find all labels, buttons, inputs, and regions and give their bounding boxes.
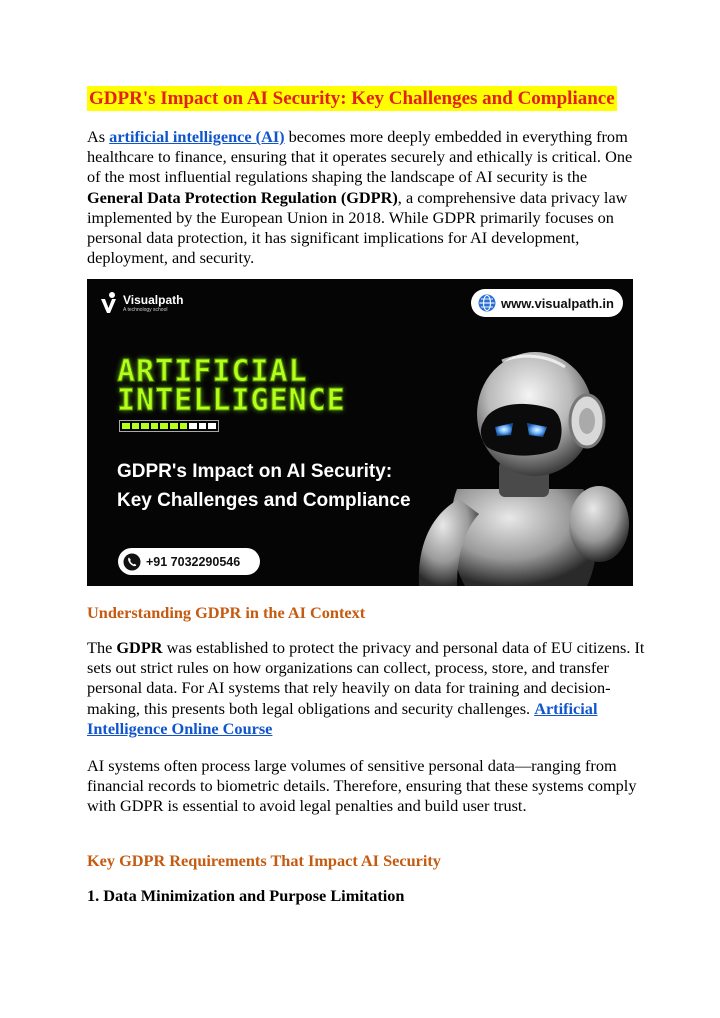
p1-text: was established to protect the privacy and personal data of EU citizens. It sets out strict rules on how organizations can collect, process, store, and transfer personal data. For AI systems that rely heavily on data for training and decision-making, this presents both legal obligations and security challenges. [87, 638, 645, 718]
progress-segment [151, 423, 159, 429]
sensitive-data-paragraph: AI systems often process large volumes of sensitive personal data—ranging from financial records to biometric details. Therefore, ensuring that these systems comply with GDPR is essential to avoid legal penalties and build user trust. [87, 756, 637, 816]
visualpath-logo [99, 291, 183, 315]
p1-lead: The [87, 638, 117, 657]
progress-segment [199, 423, 207, 429]
globe-icon [478, 294, 496, 312]
banner-subheading: GDPR's Impact on AI Security: Key Challenges and Compliance [117, 461, 411, 511]
banner-headline [117, 354, 346, 418]
section-heading-requirements: Key GDPR Requirements That Impact AI Security [87, 851, 441, 870]
progress-segment [170, 423, 178, 429]
course-link[interactable]: Artificial Intelligence Online Course [87, 698, 598, 738]
section-heading-understanding: Understanding GDPR in the AI Context [87, 603, 366, 622]
progress-segment [208, 423, 216, 429]
progress-segment [132, 423, 140, 429]
phone-icon [123, 553, 141, 571]
headline-line-2: INTELLIGENCE [117, 383, 346, 418]
progress-segment [141, 423, 149, 429]
robot-illustration [387, 339, 633, 586]
progress-segment [189, 423, 197, 429]
banner-image [87, 279, 633, 586]
gdpr-term: GDPR [116, 638, 163, 657]
phone-pill [118, 548, 260, 575]
brand-name: Visualpath [123, 292, 184, 307]
progress-segment [180, 423, 188, 429]
gdpr-paragraph [87, 638, 647, 739]
website-text: www.visualpath.in [501, 295, 614, 311]
ai-link[interactable]: artificial intelligence (AI) [109, 127, 285, 146]
intro-tail: , a comprehensive data privacy law implemented by the European Union in 2018. While GDPR primarily focuses on personal data protection, it has significant implications for AI development, deployment, and security. [87, 187, 628, 268]
phone-number: +91 7032290546 [146, 554, 241, 569]
brand-tagline: A technology school [123, 306, 168, 313]
headline-line-1: ARTIFICIAL [117, 354, 308, 389]
progress-segment [160, 423, 168, 429]
visualpath-logo-icon [99, 291, 119, 315]
intro-paragraph [87, 127, 647, 268]
intro-text: becomes more deeply embedded in everything from healthcare to finance, ensuring that it operates securely and ethically is critical. One of the most influential regulations shaping the landscape of AI security is the [87, 127, 633, 187]
intro-lead: As [87, 127, 110, 146]
subheading-data-minimization: 1. Data Minimization and Purpose Limitation [87, 886, 405, 905]
gdpr-bold: General Data Protection Regulation (GDPR) [87, 187, 398, 207]
loading-progress-bar [119, 420, 219, 432]
progress-segment [122, 423, 130, 429]
website-pill [471, 289, 623, 317]
page-title: GDPR's Impact on AI Security: Key Challenges and Compliance [89, 88, 615, 109]
